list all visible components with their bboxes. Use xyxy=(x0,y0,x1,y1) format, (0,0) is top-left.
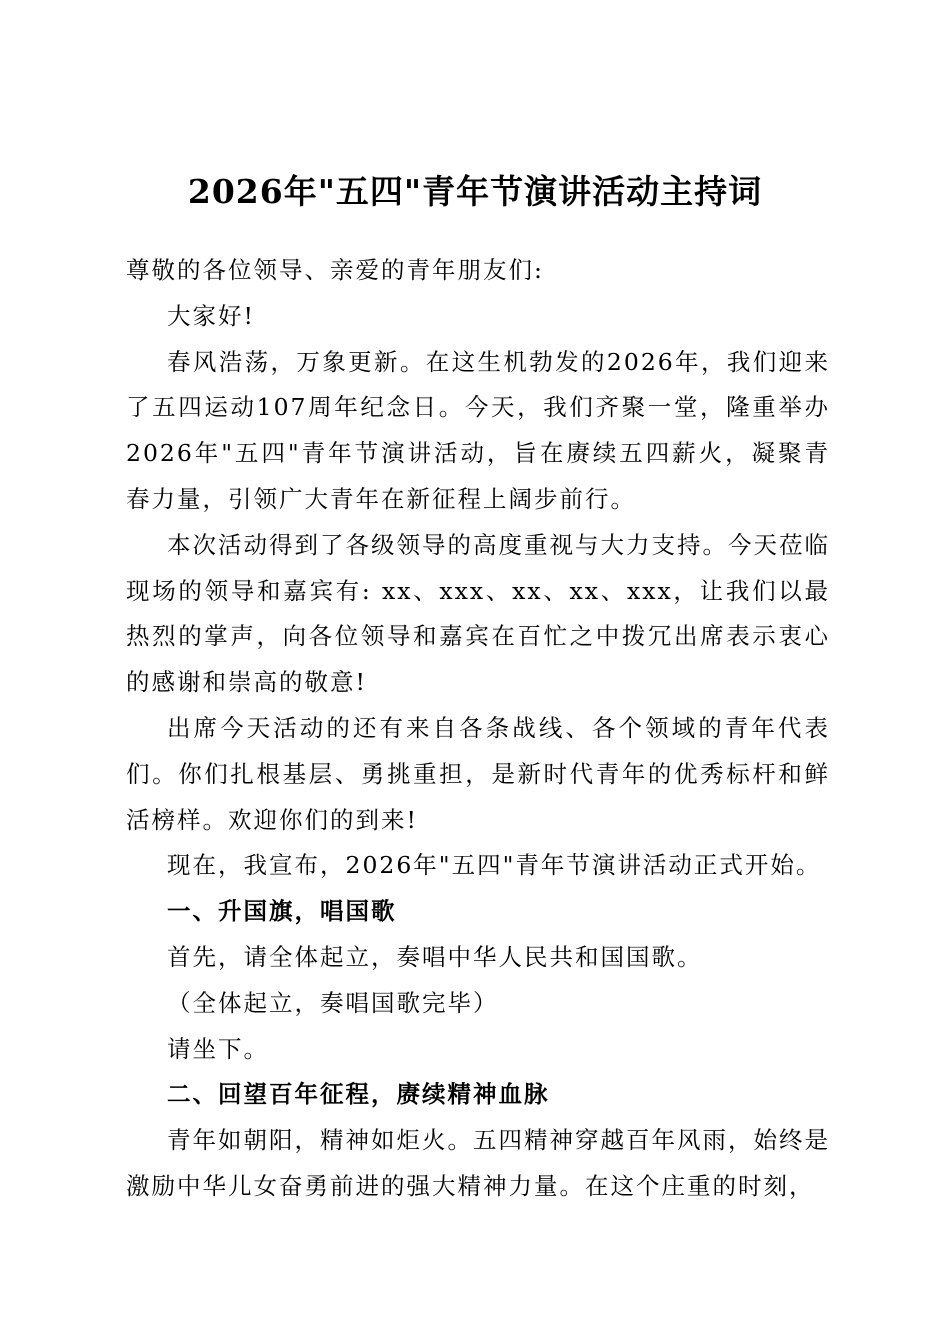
greeting: 大家好! xyxy=(167,301,255,330)
anthem-instruction: 首先，请全体起立，奏唱中华人民共和国国歌。 xyxy=(167,942,703,971)
anthem-stage-note: （全体起立，奏唱国歌完毕） xyxy=(167,988,499,1017)
document-title: 2026年"五四"青年节演讲活动主持词 xyxy=(187,172,763,211)
paragraph-intro: 春风浩荡，万象更新。在这生机勃发的2026年，我们迎来了五四运动107周年纪念日。今天，我们齐聚一堂，隆重举办2026年"五四"青年节演讲活动，旨在赓续五四薪火，凝聚青春力量，引领广大青年在新征程上阔步前行。 xyxy=(126,347,830,513)
be-seated-line: 请坐下。 xyxy=(167,1034,269,1063)
salutation: 尊敬的各位领导、亲爱的青年朋友们: xyxy=(126,256,544,284)
section-heading-history: 二、回望百年征程，赓续精神血脉 xyxy=(167,1080,550,1109)
section-heading-anthem: 一、升国旗，唱国歌 xyxy=(167,897,397,926)
document-body xyxy=(126,248,830,1210)
paragraph-youth: 出席今天活动的还有来自各条战线、各个领域的青年代表们。你们扎根基层、勇挑重担，是新时代青年的优秀标杆和鲜活榜样。欢迎你们的到来! xyxy=(126,713,830,834)
paragraph-guests: 本次活动得到了各级领导的高度重视与大力支持。今天莅临现场的领导和嘉宾有: xx、xxx、xx、xx、xxx，让我们以最热烈的掌声，向各位领导和嘉宾在百忙之中拨冗出席表示衷心的感谢和崇高的敬意! xyxy=(126,530,830,697)
paragraph-opening: 现在，我宣布，2026年"五四"青年节演讲活动正式开始。 xyxy=(167,851,822,880)
paragraph-history: 青年如朝阳，精神如炬火。五四精神穿越百年风雨，始终是激励中华儿女奋勇前进的强大精神力量。在这个庄重的时刻， xyxy=(126,1126,830,1200)
